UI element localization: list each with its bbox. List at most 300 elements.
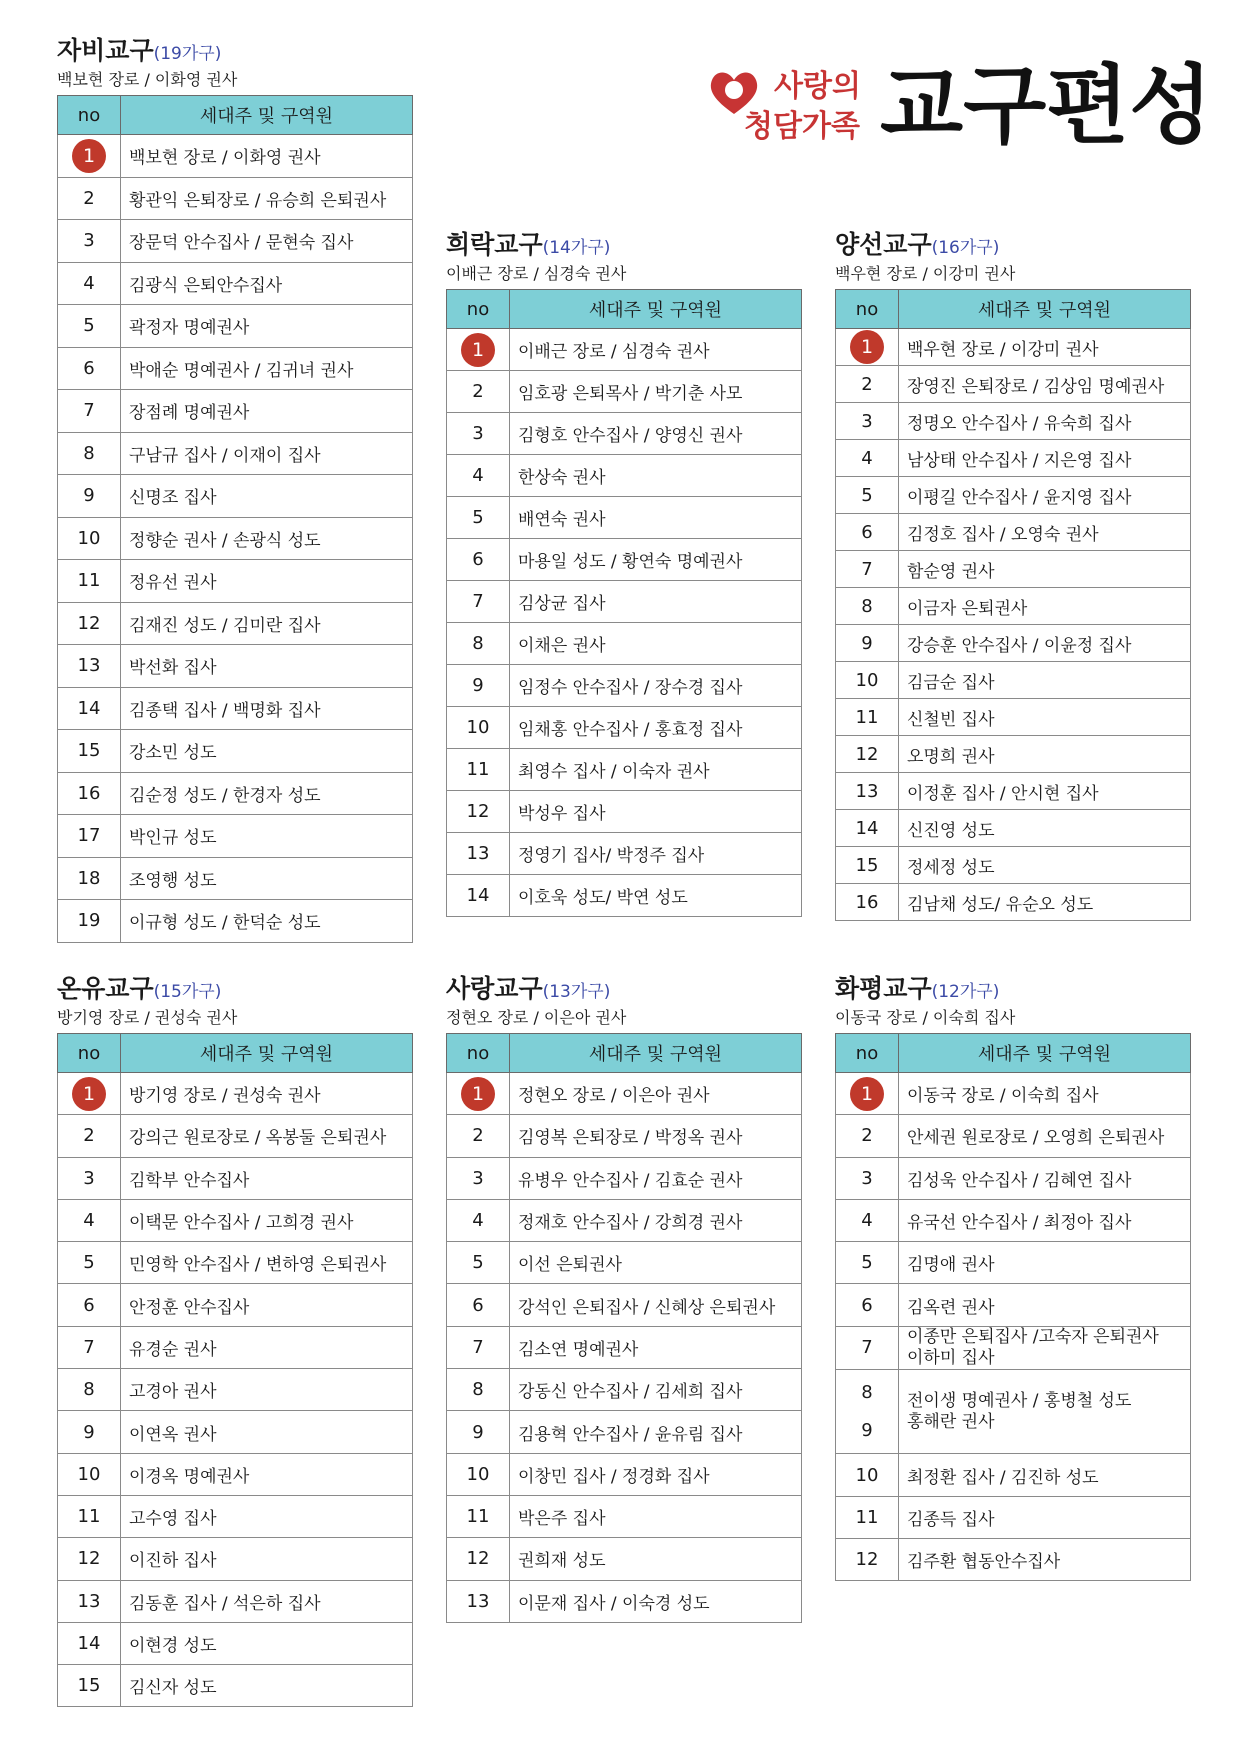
leader-number-badge: 1 xyxy=(850,330,884,364)
row-members: 민영학 안수집사 / 변하영 은퇴권사 xyxy=(121,1242,413,1284)
table-row xyxy=(58,390,413,433)
row-number: 7 xyxy=(447,581,510,623)
row-number: 7 xyxy=(58,1326,121,1368)
row-members: 김동훈 집사 / 석은하 집사 xyxy=(121,1580,413,1622)
row-number: 5 xyxy=(447,1242,510,1284)
row-number: 3 xyxy=(58,1157,121,1199)
district-title xyxy=(57,974,413,1007)
table-row xyxy=(836,1115,1191,1157)
table-row xyxy=(58,772,413,815)
district-name: 양선교구 xyxy=(835,230,932,259)
row-number: 11 xyxy=(836,699,899,736)
table-row xyxy=(58,560,413,603)
table-row xyxy=(836,366,1191,403)
table-row xyxy=(447,1242,802,1284)
table-row xyxy=(58,220,413,263)
table-row xyxy=(447,455,802,497)
table-row xyxy=(447,665,802,707)
table-row xyxy=(836,1199,1191,1241)
row-members: 곽정자 명예권사 xyxy=(121,305,413,348)
row-number: 10 xyxy=(58,517,121,560)
table-row xyxy=(447,1495,802,1537)
row-members: 배연숙 권사 xyxy=(510,497,802,539)
row-members xyxy=(899,1369,1191,1454)
table-row xyxy=(447,1284,802,1326)
table-row xyxy=(58,1369,413,1411)
table-row xyxy=(58,177,413,220)
row-members: 마용일 성도 / 황연숙 명예권사 xyxy=(510,539,802,581)
table-row xyxy=(447,1580,802,1622)
district-leaders: 정현오 장로 / 이은아 권사 xyxy=(446,1008,627,1027)
row-members: 강의근 원로장로 / 옥봉둘 은퇴권사 xyxy=(121,1115,413,1157)
table-row xyxy=(58,1495,413,1537)
row-number: 12 xyxy=(447,791,510,833)
row-number: 3 xyxy=(447,413,510,455)
row-members: 김광식 은퇴안수집사 xyxy=(121,262,413,305)
table-header-row xyxy=(836,290,1191,329)
household-table xyxy=(57,1033,413,1707)
district-title xyxy=(446,974,802,1007)
row-members: 김순정 성도 / 한경자 성도 xyxy=(121,772,413,815)
row-members: 박성우 집사 xyxy=(510,791,802,833)
row-number xyxy=(836,1369,899,1454)
row-number: 14 xyxy=(58,1622,121,1664)
row-members: 이동국 장로 / 이숙희 집사 xyxy=(899,1073,1191,1115)
row-members: 한상숙 권사 xyxy=(510,455,802,497)
row-number: 14 xyxy=(836,810,899,847)
household-table xyxy=(57,95,413,943)
leader-number-badge: 1 xyxy=(461,333,495,367)
row-members: 김종득 집사 xyxy=(899,1496,1191,1538)
row-members: 유국선 안수집사 / 최정아 집사 xyxy=(899,1199,1191,1241)
row-number xyxy=(836,329,899,366)
row-members: 오명희 권사 xyxy=(899,736,1191,773)
column-header-members: 세대주 및 구역원 xyxy=(121,96,413,135)
member-line: 홍해란 권사 xyxy=(907,1411,995,1432)
row-members: 박애순 명예권사 / 김귀녀 권사 xyxy=(121,347,413,390)
row-members: 강동신 안수집사 / 김세희 집사 xyxy=(510,1369,802,1411)
row-number: 4 xyxy=(58,262,121,305)
column-header-members: 세대주 및 구역원 xyxy=(510,1034,802,1073)
row-members: 장영진 은퇴장로 / 김상임 명예권사 xyxy=(899,366,1191,403)
row-number: 18 xyxy=(58,857,121,900)
table-row xyxy=(836,773,1191,810)
table-row xyxy=(836,625,1191,662)
table-row xyxy=(58,1326,413,1368)
table-row xyxy=(447,1538,802,1580)
table-header-row xyxy=(58,96,413,135)
row-number: 12 xyxy=(836,1538,899,1580)
row-number: 8 xyxy=(447,623,510,665)
table-row xyxy=(447,1326,802,1368)
row-members: 이창민 집사 / 정경화 집사 xyxy=(510,1453,802,1495)
row-number xyxy=(836,1073,899,1115)
row-members: 이채은 권사 xyxy=(510,623,802,665)
district-title xyxy=(835,974,1191,1007)
column-header-members: 세대주 및 구역원 xyxy=(899,290,1191,329)
table-row xyxy=(58,1538,413,1580)
row-members: 정영기 집사/ 박정주 집사 xyxy=(510,833,802,875)
row-number: 12 xyxy=(58,1538,121,1580)
row-members: 권희재 성도 xyxy=(510,1538,802,1580)
table-row xyxy=(836,329,1191,366)
table-row xyxy=(447,413,802,455)
table-row xyxy=(447,329,802,371)
table-row xyxy=(836,884,1191,921)
row-members: 이선 은퇴권사 xyxy=(510,1242,802,1284)
row-number: 2 xyxy=(58,1115,121,1157)
household-count: (14가구) xyxy=(542,238,611,258)
row-number: 5 xyxy=(836,477,899,514)
table-row xyxy=(836,847,1191,884)
row-members: 고경아 권사 xyxy=(121,1369,413,1411)
row-members: 김금순 집사 xyxy=(899,662,1191,699)
row-number: 14 xyxy=(447,875,510,917)
district-name: 화평교구 xyxy=(835,974,932,1003)
household-table xyxy=(446,1033,802,1623)
row-number: 15 xyxy=(58,730,121,773)
row-number: 10 xyxy=(836,662,899,699)
row-members: 구남규 집사 / 이재이 집사 xyxy=(121,432,413,475)
leader-number-badge: 1 xyxy=(72,1077,106,1111)
table-row xyxy=(836,662,1191,699)
row-number: 3 xyxy=(447,1157,510,1199)
table-row xyxy=(58,1242,413,1284)
row-number xyxy=(58,135,121,178)
row-number: 3 xyxy=(836,1157,899,1199)
household-count: (13가구) xyxy=(542,982,611,1002)
district-leaders: 방기영 장로 / 권성숙 권사 xyxy=(57,1008,238,1027)
table-row xyxy=(447,749,802,791)
row-members: 김정호 집사 / 오영숙 권사 xyxy=(899,514,1191,551)
table-header-row xyxy=(447,1034,802,1073)
row-members: 이금자 은퇴권사 xyxy=(899,588,1191,625)
row-members: 이연옥 권사 xyxy=(121,1411,413,1453)
table-row xyxy=(58,347,413,390)
table-row xyxy=(58,815,413,858)
row-number: 7 xyxy=(58,390,121,433)
row-number xyxy=(58,1073,121,1115)
table-row xyxy=(447,497,802,539)
row-number: 9 xyxy=(836,625,899,662)
table-row xyxy=(836,1326,1191,1369)
row-number: 8 xyxy=(58,432,121,475)
column-header-members: 세대주 및 구역원 xyxy=(899,1034,1191,1073)
row-members: 김명애 권사 xyxy=(899,1242,1191,1284)
row-members: 김신자 성도 xyxy=(121,1665,413,1707)
table-row xyxy=(836,440,1191,477)
row-members: 김재진 성도 / 김미란 집사 xyxy=(121,602,413,645)
member-line: 전이생 명예권사 / 홍병철 성도 xyxy=(907,1390,1132,1411)
table-row xyxy=(836,588,1191,625)
district-name: 온유교구 xyxy=(57,974,154,1003)
table-row xyxy=(447,875,802,917)
district-section xyxy=(57,974,413,1707)
household-table xyxy=(446,289,802,917)
row-members: 박선화 집사 xyxy=(121,645,413,688)
table-row xyxy=(836,736,1191,773)
row-members: 최정환 집사 / 김진하 성도 xyxy=(899,1454,1191,1496)
table-row xyxy=(836,1284,1191,1326)
row-number: 4 xyxy=(447,455,510,497)
table-row xyxy=(447,1073,802,1115)
row-number: 5 xyxy=(58,305,121,348)
table-row xyxy=(447,1199,802,1241)
table-row xyxy=(836,1369,1191,1454)
row-number: 9 xyxy=(447,665,510,707)
column-header-no: no xyxy=(447,290,510,329)
row-number: 11 xyxy=(836,1496,899,1538)
district-section xyxy=(835,230,1191,921)
row-number: 4 xyxy=(836,440,899,477)
row-number: 9 xyxy=(58,475,121,518)
table-row xyxy=(447,1369,802,1411)
district-leaders: 백우현 장로 / 이강미 권사 xyxy=(835,264,1016,283)
row-members: 임채홍 안수집사 / 홍효정 집사 xyxy=(510,707,802,749)
district-leaders: 이배근 장로 / 심경숙 권사 xyxy=(446,264,627,283)
table-row xyxy=(58,1157,413,1199)
row-members: 이문재 집사 / 이숙경 성도 xyxy=(510,1580,802,1622)
table-row xyxy=(58,1580,413,1622)
row-number: 4 xyxy=(58,1199,121,1241)
row-members: 신진영 성도 xyxy=(899,810,1191,847)
district-title xyxy=(835,230,1191,263)
row-members: 유경순 권사 xyxy=(121,1326,413,1368)
table-row xyxy=(58,687,413,730)
logo-text-line2: 청담가족 xyxy=(744,109,860,144)
column-header-members: 세대주 및 구역원 xyxy=(510,290,802,329)
member-line: 이하미 집사 xyxy=(907,1347,995,1368)
row-members: 안정훈 안수집사 xyxy=(121,1284,413,1326)
member-line: 이종만 은퇴집사 /고숙자 은퇴권사 xyxy=(907,1326,1159,1347)
row-number: 5 xyxy=(58,1242,121,1284)
district-section xyxy=(446,974,802,1623)
table-row xyxy=(836,514,1191,551)
table-row xyxy=(58,1284,413,1326)
row-number: 17 xyxy=(58,815,121,858)
table-row xyxy=(58,1622,413,1664)
row-number: 7 xyxy=(836,1326,899,1369)
row-members: 이현경 성도 xyxy=(121,1622,413,1664)
household-count: (16가구) xyxy=(931,238,1000,258)
row-members: 정현오 장로 / 이은아 권사 xyxy=(510,1073,802,1115)
table-row xyxy=(447,791,802,833)
row-number: 6 xyxy=(447,1284,510,1326)
row-number: 11 xyxy=(58,1495,121,1537)
row-members: 김종택 집사 / 백명화 집사 xyxy=(121,687,413,730)
household-count: (15가구) xyxy=(153,982,222,1002)
row-number: 3 xyxy=(836,403,899,440)
table-row xyxy=(836,477,1191,514)
row-number: 6 xyxy=(58,1284,121,1326)
row-number: 12 xyxy=(58,602,121,645)
table-row xyxy=(447,1157,802,1199)
table-row xyxy=(58,1199,413,1241)
table-row xyxy=(447,1115,802,1157)
table-row xyxy=(447,1453,802,1495)
table-row xyxy=(447,581,802,623)
row-number: 2 xyxy=(447,1115,510,1157)
row-number: 8 xyxy=(447,1369,510,1411)
row-number: 12 xyxy=(836,736,899,773)
column-header-no: no xyxy=(836,290,899,329)
row-members: 김학부 안수집사 xyxy=(121,1157,413,1199)
district-section xyxy=(57,36,413,943)
row-members: 박인규 성도 xyxy=(121,815,413,858)
row-number: 14 xyxy=(58,687,121,730)
row-number: 13 xyxy=(447,1580,510,1622)
page-title: 교구편성 xyxy=(880,56,1213,156)
row-members: 이평길 안수집사 / 윤지영 집사 xyxy=(899,477,1191,514)
row-number: 9 xyxy=(58,1411,121,1453)
row-members: 정향순 권사 / 손광식 성도 xyxy=(121,517,413,560)
leader-number-badge: 1 xyxy=(461,1077,495,1111)
table-row xyxy=(836,810,1191,847)
table-row xyxy=(836,551,1191,588)
church-logo xyxy=(706,64,861,159)
table-row xyxy=(836,699,1191,736)
row-members: 신명조 집사 xyxy=(121,475,413,518)
district-title xyxy=(446,230,802,263)
row-number: 11 xyxy=(58,560,121,603)
row-number: 5 xyxy=(836,1242,899,1284)
row-number: 4 xyxy=(447,1199,510,1241)
row-members: 임호광 은퇴목사 / 박기춘 사모 xyxy=(510,371,802,413)
row-members: 이정훈 집사 / 안시현 집사 xyxy=(899,773,1191,810)
table-row xyxy=(447,623,802,665)
row-members: 김소연 명예권사 xyxy=(510,1326,802,1368)
table-row xyxy=(836,1157,1191,1199)
row-members: 김남채 성도/ 유순오 성도 xyxy=(899,884,1191,921)
column-header-no: no xyxy=(447,1034,510,1073)
row-number: 4 xyxy=(836,1199,899,1241)
row-number: 10 xyxy=(447,1453,510,1495)
table-row xyxy=(836,1496,1191,1538)
table-header-row xyxy=(836,1034,1191,1073)
row-members: 이경옥 명예권사 xyxy=(121,1453,413,1495)
district-name: 사랑교구 xyxy=(446,974,543,1003)
row-members: 조영행 성도 xyxy=(121,857,413,900)
row-members: 이호욱 성도/ 박연 성도 xyxy=(510,875,802,917)
row-members: 정세정 성도 xyxy=(899,847,1191,884)
row-members: 김용혁 안수집사 / 윤유림 집사 xyxy=(510,1411,802,1453)
row-number: 5 xyxy=(447,497,510,539)
row-number: 12 xyxy=(447,1538,510,1580)
row-number-value: 9 xyxy=(861,1419,873,1441)
row-number: 2 xyxy=(58,177,121,220)
table-row xyxy=(58,517,413,560)
row-number: 3 xyxy=(58,220,121,263)
row-number: 9 xyxy=(447,1411,510,1453)
row-number-value: 8 xyxy=(861,1381,873,1403)
row-number: 6 xyxy=(836,1284,899,1326)
row-members: 장점례 명예권사 xyxy=(121,390,413,433)
table-row xyxy=(836,403,1191,440)
table-row xyxy=(447,1411,802,1453)
table-row xyxy=(58,645,413,688)
row-members: 정명오 안수집사 / 유숙희 집사 xyxy=(899,403,1191,440)
district-name: 희락교구 xyxy=(446,230,543,259)
row-number: 15 xyxy=(58,1665,121,1707)
table-row xyxy=(58,305,413,348)
row-members: 황관익 은퇴장로 / 유승희 은퇴권사 xyxy=(121,177,413,220)
row-members: 장문덕 안수집사 / 문현숙 집사 xyxy=(121,220,413,263)
row-number: 6 xyxy=(58,347,121,390)
row-number: 11 xyxy=(447,749,510,791)
row-number: 11 xyxy=(447,1495,510,1537)
row-members: 고수영 집사 xyxy=(121,1495,413,1537)
row-number: 10 xyxy=(58,1453,121,1495)
row-members: 강석인 은퇴집사 / 신혜상 은퇴권사 xyxy=(510,1284,802,1326)
row-number: 2 xyxy=(836,1115,899,1157)
table-row xyxy=(58,262,413,305)
column-header-no: no xyxy=(58,96,121,135)
row-number: 7 xyxy=(836,551,899,588)
row-number: 13 xyxy=(447,833,510,875)
table-row xyxy=(447,539,802,581)
row-members: 정유선 권사 xyxy=(121,560,413,603)
row-number: 13 xyxy=(836,773,899,810)
row-members: 백보현 장로 / 이화영 권사 xyxy=(121,135,413,178)
row-number: 7 xyxy=(447,1326,510,1368)
row-members: 김성욱 안수집사 / 김혜연 집사 xyxy=(899,1157,1191,1199)
table-header-row xyxy=(58,1034,413,1073)
household-count: (19가구) xyxy=(153,44,222,64)
row-number xyxy=(447,329,510,371)
row-members: 김영복 은퇴장로 / 박정옥 권사 xyxy=(510,1115,802,1157)
table-row xyxy=(58,730,413,773)
row-members: 강소민 성도 xyxy=(121,730,413,773)
row-members: 김주환 협동안수집사 xyxy=(899,1538,1191,1580)
district-name: 자비교구 xyxy=(57,36,154,65)
row-number: 2 xyxy=(447,371,510,413)
row-members: 정재호 안수집사 / 강희경 권사 xyxy=(510,1199,802,1241)
row-number: 16 xyxy=(58,772,121,815)
row-members: 백우현 장로 / 이강미 권사 xyxy=(899,329,1191,366)
table-row xyxy=(58,1073,413,1115)
table-row xyxy=(836,1538,1191,1580)
table-row xyxy=(58,432,413,475)
row-members: 박은주 집사 xyxy=(510,1495,802,1537)
row-number: 10 xyxy=(447,707,510,749)
row-members: 함순영 권사 xyxy=(899,551,1191,588)
district-section xyxy=(446,230,802,917)
row-number: 19 xyxy=(58,900,121,943)
table-row xyxy=(447,371,802,413)
district-leaders: 백보현 장로 / 이화영 권사 xyxy=(57,70,238,89)
column-header-no: no xyxy=(836,1034,899,1073)
table-row xyxy=(447,707,802,749)
table-row xyxy=(836,1073,1191,1115)
row-number: 13 xyxy=(58,645,121,688)
table-row xyxy=(58,135,413,178)
district-leaders: 이동국 장로 / 이숙희 집사 xyxy=(835,1008,1016,1027)
row-members: 최영수 집사 / 이숙자 권사 xyxy=(510,749,802,791)
table-row xyxy=(58,602,413,645)
row-number: 15 xyxy=(836,847,899,884)
row-members: 이진하 집사 xyxy=(121,1538,413,1580)
row-members: 김형호 안수집사 / 양영신 권사 xyxy=(510,413,802,455)
household-count: (12가구) xyxy=(931,982,1000,1002)
row-members: 김옥련 권사 xyxy=(899,1284,1191,1326)
row-number: 8 xyxy=(836,588,899,625)
row-number: 16 xyxy=(836,884,899,921)
table-row xyxy=(58,475,413,518)
table-row xyxy=(836,1454,1191,1496)
row-members: 신철빈 집사 xyxy=(899,699,1191,736)
table-row xyxy=(58,1115,413,1157)
row-members: 이규형 성도 / 한덕순 성도 xyxy=(121,900,413,943)
